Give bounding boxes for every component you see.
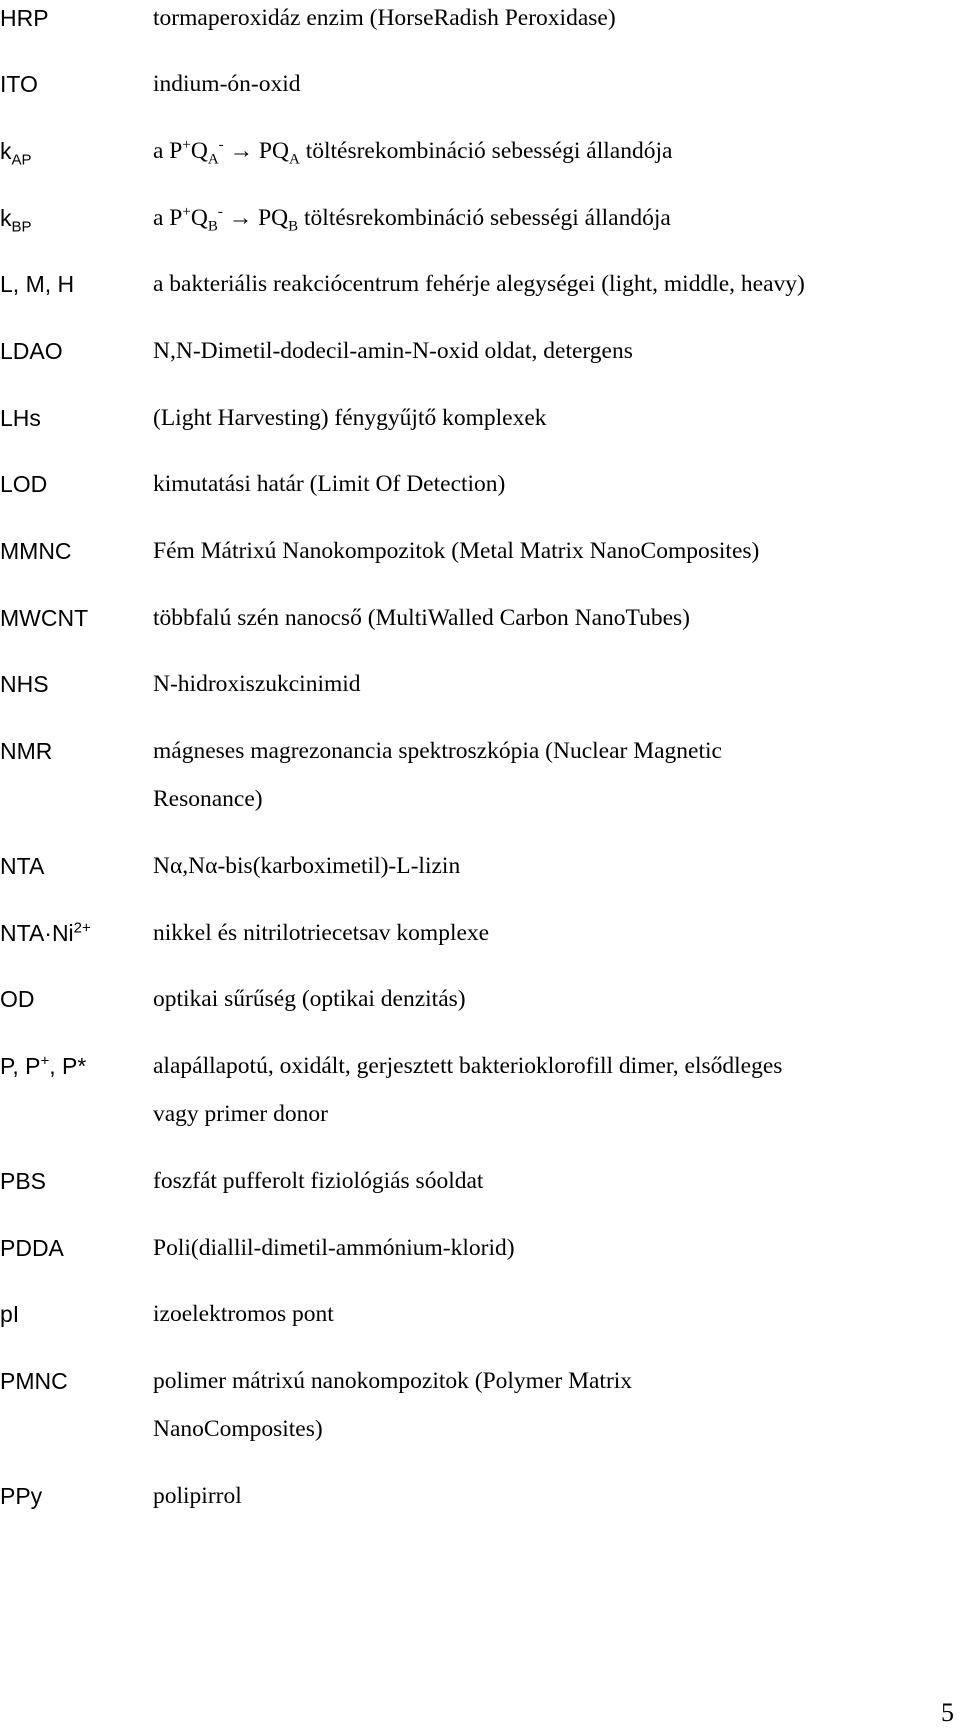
abbreviation: LDAO [0, 338, 63, 364]
definition [153, 1405, 323, 1453]
abbreviation: LHs [0, 405, 41, 431]
abbreviation [0, 127, 32, 175]
definition [153, 1090, 328, 1138]
abbreviation-superscript: + [40, 1052, 50, 1070]
definition: polipirrol [153, 1483, 242, 1509]
definition: indium-ón-oxid [153, 71, 301, 97]
definition: N-hidroxiszukcinimid [153, 671, 361, 697]
definition: Nα,Nα-bis(karboximetil)-L-lizin [153, 853, 461, 879]
abbreviation-subscript: BP [11, 218, 32, 236]
definition-subscript: A [207, 151, 219, 168]
definition-superscript: - [217, 204, 223, 221]
definition-line: Resonance) [153, 786, 263, 812]
definition-part: → PQ [222, 205, 289, 231]
abbreviation-superscript: 2+ [73, 919, 91, 937]
definition: (Light Harvesting) fénygyűjtő komplexek [153, 405, 547, 431]
definition [153, 1042, 782, 1090]
abbreviation: PBS [0, 1168, 47, 1194]
definition: a bakteriális reakciócentrum fehérje alegységei (light, middle, heavy) [153, 271, 805, 297]
abbreviation-main: NTA·Ni [0, 920, 74, 946]
definition [153, 775, 263, 823]
abbreviation [0, 1042, 86, 1090]
definition-superscript: - [218, 137, 224, 154]
abbreviation: MWCNT [0, 605, 89, 631]
definition-subscript: A [288, 151, 300, 168]
definition: foszfát pufferolt fiziológiás sóoldat [153, 1168, 484, 1194]
definition-line: mágneses magrezonancia spektroszkópia (Nuclear Magnetic [153, 738, 722, 764]
definition: kimutatási határ (Limit Of Detection) [153, 471, 506, 497]
definition-superscript: + [182, 204, 191, 221]
abbreviation: PDDA [0, 1235, 64, 1261]
definition-superscript: + [182, 137, 191, 154]
abbreviation: LOD [0, 471, 48, 497]
definition-line: polimer mátrixú nanokompozitok (Polymer Matrix [153, 1368, 633, 1394]
abbreviation [0, 909, 91, 957]
abbreviation [0, 194, 32, 242]
abbreviation: NMR [0, 738, 53, 764]
abbreviation: ITO [0, 71, 38, 97]
definition-subscript: B [207, 218, 218, 235]
definition [153, 127, 672, 175]
definition: N,N-Dimetil-dodecil-amin-N-oxid oldat, detergens [153, 338, 633, 364]
definition-part: a P [153, 205, 183, 231]
definition-line: alapállapotú, oxidált, gerjesztett bakterioklorofill dimer, elsődleges [153, 1053, 783, 1079]
abbreviation-part: , P* [49, 1053, 87, 1079]
abbreviation: pI [0, 1301, 20, 1327]
definition: Fém Mátrixú Nanokompozitok (Metal Matrix NanoComposites) [153, 538, 760, 564]
abbreviation: PPy [0, 1483, 43, 1509]
abbreviation: OD [0, 986, 35, 1012]
page-number: 5 [941, 1698, 954, 1727]
definition [153, 194, 671, 242]
definition-part: Q [190, 138, 208, 164]
definition-part: töltésrekombináció sebességi állandója [298, 205, 671, 231]
abbreviation: PMNC [0, 1368, 68, 1394]
definition: Poli(diallil-dimetil-ammónium-klorid) [153, 1235, 515, 1261]
abbreviation: MMNC [0, 538, 72, 564]
definition-part: → PQ [223, 138, 289, 164]
abbreviation-main: k [0, 205, 12, 231]
abbreviation: NTA [0, 853, 45, 879]
abbreviation: L, M, H [0, 271, 75, 297]
definition-part: töltésrekombináció sebességi állandója [299, 138, 673, 164]
definition-line: NanoComposites) [153, 1416, 323, 1442]
definition-subscript: B [288, 218, 299, 235]
abbreviation-part: P, P [0, 1053, 41, 1079]
definition-part: Q [190, 205, 208, 231]
abbreviation-subscript: AP [11, 151, 32, 169]
definition: izoelektromos pont [153, 1301, 334, 1327]
abbreviation-main: k [0, 138, 12, 164]
definition: optikai sűrűség (optikai denzitás) [153, 986, 466, 1012]
definition: nikkel és nitrilotriecetsav komplexe [153, 920, 490, 946]
abbreviation: HRP [0, 5, 49, 31]
definition: tormaperoxidáz enzim (HorseRadish Peroxidase) [153, 5, 616, 31]
abbreviation: NHS [0, 671, 49, 697]
definition [153, 1357, 632, 1405]
definition: többfalú szén nanocső (MultiWalled Carbon NanoTubes) [153, 605, 690, 631]
definition-part: a P [153, 138, 183, 164]
definition-line: vagy primer donor [153, 1101, 328, 1127]
definition [153, 727, 722, 775]
